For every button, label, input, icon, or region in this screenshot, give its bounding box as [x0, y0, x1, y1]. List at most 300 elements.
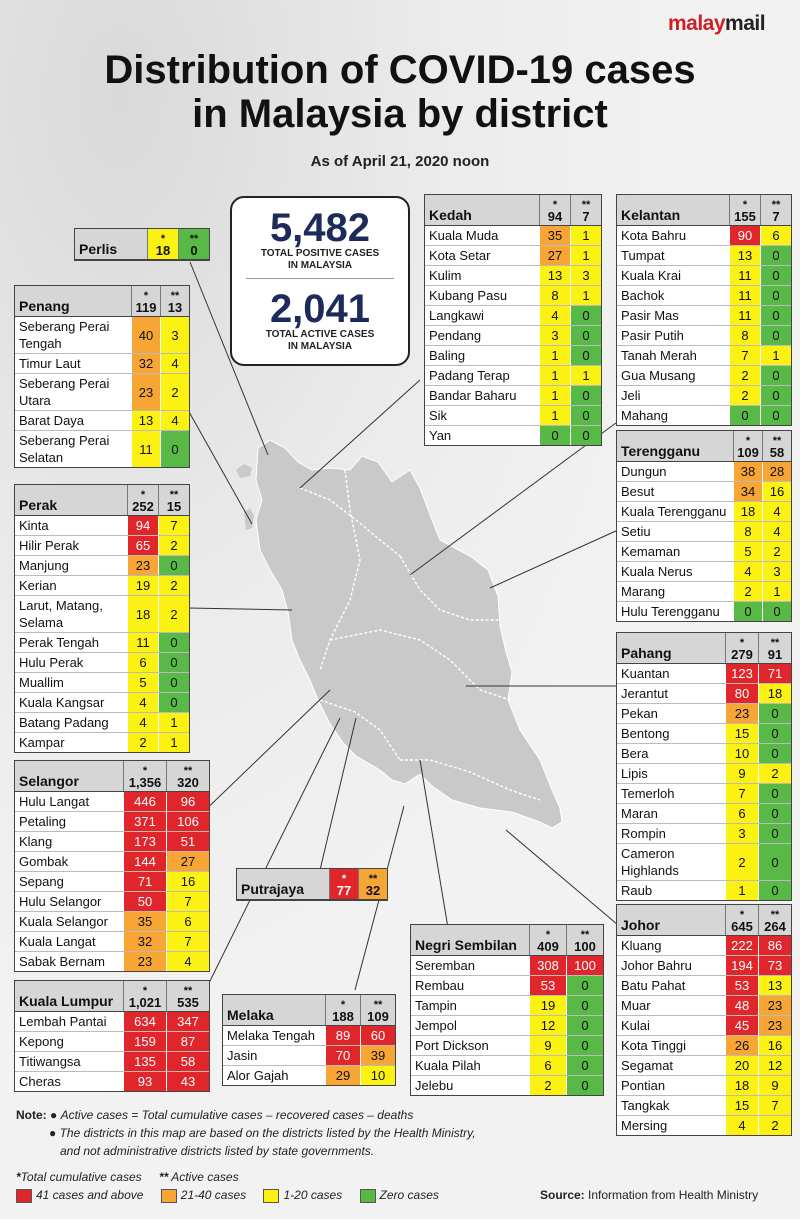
district-row [15, 411, 189, 431]
state-name: Terengganu [621, 443, 701, 459]
district-active-cell: 3 [570, 266, 601, 285]
district-total-cell: 94 [127, 516, 158, 535]
state-active-header [762, 431, 791, 461]
source-label: Source: [540, 1188, 585, 1202]
district-name: Tanah Merah [621, 348, 697, 363]
district-active-cell: 106 [166, 812, 209, 831]
district-active-cell: 7 [166, 932, 209, 951]
district-name: Gua Musang [621, 368, 696, 383]
district-total-cell: 4 [539, 306, 570, 325]
totals-divider [246, 278, 394, 279]
district-name: Sabak Bernam [19, 954, 105, 969]
state-total-header [733, 431, 762, 461]
notes-prefix: Note: [16, 1108, 47, 1122]
district-active-cell: 0 [762, 602, 791, 621]
district-row [223, 1046, 395, 1066]
district-total-cell: 27 [539, 246, 570, 265]
district-active-cell: 0 [158, 653, 189, 672]
district-active-cell: 87 [166, 1032, 209, 1051]
district-name: Kuala Langat [19, 934, 96, 949]
legend-orange-label: 21-40 cases [180, 1188, 247, 1202]
district-active-cell: 0 [158, 673, 189, 692]
district-name: Seremban [415, 958, 475, 973]
state-table-penang [14, 285, 190, 468]
district-total-cell: 20 [725, 1056, 758, 1075]
header-mark-total: * [160, 233, 166, 245]
state-active-value: 7 [772, 209, 780, 224]
district-name: Sik [429, 408, 448, 423]
district-active-cell: 3 [762, 562, 791, 581]
district-active-cell: 0 [760, 306, 791, 325]
district-total-cell: 65 [127, 536, 158, 555]
district-row [617, 764, 791, 784]
district-total-cell: 8 [539, 286, 570, 305]
district-total-cell: 2 [729, 386, 760, 405]
district-name: Baling [429, 348, 466, 363]
district-row [15, 892, 209, 912]
district-total-cell: 11 [729, 266, 760, 285]
district-row [617, 936, 791, 956]
district-row [425, 366, 601, 386]
state-name: Johor [621, 917, 660, 933]
district-active-cell: 0 [158, 633, 189, 652]
header-mark-active: ** [183, 765, 193, 777]
district-active-cell: 7 [158, 516, 189, 535]
district-total-cell: 19 [127, 576, 158, 595]
district-total-cell: 5 [127, 673, 158, 692]
district-total-cell: 71 [123, 872, 166, 891]
district-row [617, 724, 791, 744]
district-name: Mahang [621, 408, 668, 423]
district-name: Hilir Perak [19, 538, 79, 553]
map-landmass [256, 440, 562, 828]
district-row [425, 226, 601, 246]
district-row [617, 804, 791, 824]
district-active-cell: 1 [570, 246, 601, 265]
state-total-value: 1,356 [128, 775, 162, 790]
district-total-cell: 35 [123, 912, 166, 931]
source-credit [540, 1188, 758, 1202]
legend-red-label: 41 cases and above [36, 1188, 144, 1202]
district-active-cell: 0 [570, 426, 601, 445]
district-total-cell: 1 [539, 386, 570, 405]
district-active-cell: 0 [760, 366, 791, 385]
district-active-cell: 3 [160, 317, 189, 353]
district-row [411, 1076, 603, 1095]
state-active-value: 7 [582, 209, 590, 224]
district-active-cell: 13 [758, 976, 791, 995]
district-active-cell: 12 [758, 1056, 791, 1075]
legend-swatch-red [16, 1189, 32, 1203]
header-mark-total: * [142, 765, 148, 777]
district-active-cell: 18 [758, 684, 791, 703]
district-active-cell: 23 [758, 1016, 791, 1035]
district-active-cell: 0 [760, 326, 791, 345]
district-total-cell: 2 [729, 366, 760, 385]
header-mark-active: ** [189, 233, 199, 245]
state-table-pahang [616, 632, 792, 901]
district-active-cell: 0 [566, 1076, 603, 1095]
district-total-cell: 19 [529, 996, 566, 1015]
district-active-cell: 0 [758, 824, 791, 843]
district-total-cell: 53 [725, 976, 758, 995]
header-mark-total: * [745, 435, 751, 447]
district-row [617, 881, 791, 900]
district-total-cell: 2 [733, 582, 762, 601]
district-row [425, 286, 601, 306]
district-name: Kuala Selangor [19, 914, 108, 929]
district-total-cell: 70 [325, 1046, 360, 1065]
district-total-cell: 38 [733, 462, 762, 481]
district-row [425, 266, 601, 286]
district-total-cell: 90 [729, 226, 760, 245]
state-total-value: 409 [537, 939, 559, 954]
district-active-cell: 2 [160, 374, 189, 410]
district-active-cell: 0 [760, 286, 791, 305]
district-name: Kuala Muda [429, 228, 499, 243]
district-name: Kota Bahru [621, 228, 687, 243]
district-active-cell: 1 [762, 582, 791, 601]
district-name: Yan [429, 428, 452, 443]
state-table-kedah [424, 194, 602, 446]
district-total-cell: 1 [725, 881, 758, 900]
district-row [15, 792, 209, 812]
legend-swatch-orange [161, 1189, 177, 1203]
district-active-cell: 7 [758, 1096, 791, 1115]
langkawi-island [236, 464, 252, 478]
district-total-cell: 35 [539, 226, 570, 245]
district-name: Kluang [621, 938, 662, 953]
state-active-value: 0 [190, 243, 198, 258]
state-name: Selangor [19, 773, 79, 789]
state-total-value: 188 [332, 1009, 354, 1024]
district-row [617, 602, 791, 621]
district-total-cell: 446 [123, 792, 166, 811]
district-name: Pekan [621, 706, 658, 721]
state-table-selangor [14, 760, 210, 972]
district-name: Kampar [19, 735, 65, 750]
district-name: Marang [621, 584, 666, 599]
district-total-cell: 4 [733, 562, 762, 581]
state-header [617, 195, 791, 226]
district-total-cell: 2 [725, 844, 758, 880]
totals-panel [230, 196, 410, 366]
district-row [617, 784, 791, 804]
district-row [15, 733, 189, 752]
district-total-cell: 89 [325, 1026, 360, 1045]
district-total-cell: 3 [539, 326, 570, 345]
district-total-cell: 11 [729, 306, 760, 325]
district-row [15, 1012, 209, 1032]
district-row [15, 1052, 209, 1072]
state-table-kelantan [616, 194, 792, 426]
state-name: Kelantan [621, 207, 681, 223]
district-active-cell: 1 [158, 713, 189, 732]
state-active-header [358, 869, 387, 899]
state-name: Negri Sembilan [415, 937, 517, 953]
district-active-cell: 16 [166, 872, 209, 891]
state-total-value: 77 [336, 883, 352, 898]
district-name: Gombak [19, 854, 69, 869]
district-total-cell: 0 [733, 602, 762, 621]
district-row [411, 976, 603, 996]
district-row [617, 956, 791, 976]
district-total-cell: 6 [127, 653, 158, 672]
district-name: Johor Bahru [621, 958, 692, 973]
district-total-cell: 8 [733, 522, 762, 541]
district-name: Besut [621, 484, 655, 499]
header-mark-total: * [545, 929, 551, 941]
district-active-cell: 86 [758, 936, 791, 955]
header-mark-total: * [739, 637, 745, 649]
district-active-cell: 16 [758, 1036, 791, 1055]
district-active-cell: 0 [566, 1016, 603, 1035]
district-row [617, 502, 791, 522]
district-name: Pontian [621, 1078, 666, 1093]
district-row [15, 653, 189, 673]
district-active-cell: 0 [566, 1036, 603, 1055]
total-positive-label-2: IN MALAYSIA [287, 260, 353, 271]
district-total-cell: 18 [725, 1076, 758, 1095]
state-table-terengganu [616, 430, 792, 622]
district-name: Kuala Krai [621, 268, 681, 283]
district-name: Setiu [621, 524, 651, 539]
district-row [617, 406, 791, 425]
legend-active-mark: ** [158, 1170, 169, 1184]
district-active-cell: 0 [760, 266, 791, 285]
district-name: Tumpat [621, 248, 665, 263]
district-row [15, 1072, 209, 1091]
page-subtitle: As of April 21, 2020 noon [310, 153, 490, 170]
district-total-cell: 15 [725, 1096, 758, 1115]
district-name: Tangkak [621, 1098, 670, 1113]
district-active-cell: 0 [570, 306, 601, 325]
district-row [617, 246, 791, 266]
district-active-cell: 4 [160, 354, 189, 373]
state-name: Putrajaya [241, 881, 305, 897]
district-active-cell: 4 [160, 411, 189, 430]
district-row [617, 386, 791, 406]
district-active-cell: 0 [566, 1056, 603, 1075]
state-total-value: 18 [155, 243, 171, 258]
district-active-cell: 10 [360, 1066, 395, 1085]
district-active-cell: 43 [166, 1072, 209, 1091]
state-name: Perak [19, 497, 58, 513]
district-name: Kota Setar [429, 248, 491, 263]
district-row [617, 684, 791, 704]
district-active-cell: 1 [570, 286, 601, 305]
state-active-value: 100 [574, 939, 596, 954]
state-header [411, 925, 603, 956]
state-total-header [539, 195, 570, 225]
district-name: Cameron Highlands [621, 846, 679, 878]
district-name: Pasir Mas [621, 308, 679, 323]
district-name: Timur Laut [19, 356, 81, 371]
district-active-cell: 73 [758, 956, 791, 975]
header-mark-total: * [552, 199, 558, 211]
district-name: Lipis [621, 766, 648, 781]
header-mark-active: ** [183, 985, 193, 997]
state-header [15, 761, 209, 792]
district-row [15, 374, 189, 411]
district-total-cell: 53 [529, 976, 566, 995]
state-total-header [729, 195, 760, 225]
district-name: Klang [19, 834, 53, 849]
district-name: Dungun [621, 464, 667, 479]
district-row [15, 852, 209, 872]
district-active-cell: 347 [166, 1012, 209, 1031]
district-name: Raub [621, 883, 653, 898]
district-row [411, 956, 603, 976]
district-total-cell: 4 [127, 693, 158, 712]
district-active-cell: 1 [760, 346, 791, 365]
district-name: Kuala Terengganu [621, 504, 727, 519]
district-row [617, 582, 791, 602]
state-table-johor [616, 904, 792, 1136]
state-total-value: 155 [734, 209, 756, 224]
state-name: Perlis [79, 241, 118, 257]
district-total-cell: 12 [529, 1016, 566, 1035]
header-mark-active: ** [771, 199, 781, 211]
state-table-melaka [222, 994, 396, 1086]
header-mark-total: * [742, 199, 748, 211]
district-active-cell: 4 [762, 522, 791, 541]
state-active-value: 15 [166, 499, 182, 514]
district-row [15, 556, 189, 576]
state-name: Kedah [429, 207, 472, 223]
district-row [617, 1056, 791, 1076]
district-name: Kemaman [621, 544, 681, 559]
state-active-value: 13 [167, 300, 183, 315]
state-total-value: 645 [731, 919, 753, 934]
state-table-perak [14, 484, 190, 753]
district-row [15, 832, 209, 852]
district-total-cell: 10 [725, 744, 758, 763]
legend-active-label: Active cases [171, 1170, 239, 1184]
district-active-cell: 51 [166, 832, 209, 851]
district-name: Bandar Baharu [429, 388, 517, 403]
state-active-header [566, 925, 603, 955]
district-row [617, 462, 791, 482]
district-name: Port Dickson [415, 1038, 489, 1053]
header-mark-active: ** [581, 199, 591, 211]
brand-logo: malaymail [668, 12, 766, 35]
district-total-cell: 15 [725, 724, 758, 743]
header-mark-active: ** [170, 290, 180, 302]
district-row [617, 1076, 791, 1096]
state-total-header [123, 761, 166, 791]
district-total-cell: 173 [123, 832, 166, 851]
state-active-value: 264 [764, 919, 786, 934]
district-total-cell: 26 [725, 1036, 758, 1055]
state-active-header [160, 286, 189, 316]
district-active-cell: 23 [758, 996, 791, 1015]
district-active-cell: 0 [758, 784, 791, 803]
legend-green-label: Zero cases [379, 1188, 439, 1202]
state-header [15, 485, 189, 516]
district-active-cell: 100 [566, 956, 603, 975]
district-active-cell: 0 [758, 724, 791, 743]
district-active-cell: 2 [758, 1116, 791, 1135]
district-active-cell: 0 [160, 431, 189, 467]
district-total-cell: 13 [539, 266, 570, 285]
district-active-cell: 0 [760, 386, 791, 405]
district-name: Hulu Langat [19, 794, 90, 809]
district-name: Padang Terap [429, 368, 510, 383]
state-total-header [131, 286, 160, 316]
district-row [617, 824, 791, 844]
district-row [411, 996, 603, 1016]
district-active-cell: 2 [158, 596, 189, 632]
district-row [617, 482, 791, 502]
district-row [617, 844, 791, 881]
district-active-cell: 0 [570, 386, 601, 405]
district-total-cell: 634 [123, 1012, 166, 1031]
district-name: Rembau [415, 978, 465, 993]
header-mark-total: * [340, 999, 346, 1011]
state-active-header [758, 905, 791, 935]
state-active-header [570, 195, 601, 225]
district-total-cell: 7 [725, 784, 758, 803]
district-total-cell: 5 [733, 542, 762, 561]
district-row [15, 596, 189, 633]
district-name: Kota Tinggi [621, 1038, 687, 1053]
district-row [617, 1036, 791, 1056]
legend [16, 1170, 439, 1203]
state-header [15, 286, 189, 317]
district-total-cell: 1 [539, 346, 570, 365]
district-active-cell: 2 [158, 576, 189, 595]
state-total-header [329, 869, 358, 899]
district-total-cell: 194 [725, 956, 758, 975]
district-name: Titiwangsa [19, 1054, 81, 1069]
district-name: Langkawi [429, 308, 484, 323]
notes: Note: ● Active cases = Total cumulative cases – recovered cases – deaths ● The districts in this map are based on the districts listed by the Health Ministry, and not administrative districts listed by state governments. [16, 1108, 476, 1158]
note-line-1: Active cases = Total cumulative cases – recovered cases – deaths [60, 1108, 414, 1122]
state-header [237, 869, 387, 900]
district-name: Seberang Perai Selatan [19, 433, 110, 465]
district-name: Kepong [19, 1034, 64, 1049]
note-line-3: and not administrative districts listed by state governments. [60, 1144, 375, 1158]
district-row [425, 386, 601, 406]
district-active-cell: 1 [158, 733, 189, 752]
district-active-cell: 4 [762, 502, 791, 521]
district-name: Hulu Terengganu [621, 604, 720, 619]
state-active-header [760, 195, 791, 225]
district-total-cell: 9 [529, 1036, 566, 1055]
state-active-value: 320 [177, 775, 199, 790]
district-name: Jempol [415, 1018, 457, 1033]
district-total-cell: 9 [725, 764, 758, 783]
district-name: Batu Pahat [621, 978, 686, 993]
district-active-cell: 0 [758, 704, 791, 723]
district-row [15, 872, 209, 892]
header-mark-total: * [341, 873, 347, 885]
district-row [15, 693, 189, 713]
district-total-cell: 6 [725, 804, 758, 823]
legend-yellow-label: 1-20 cases [283, 1188, 343, 1202]
district-name: Jelebu [415, 1078, 454, 1093]
district-name: Mersing [621, 1118, 668, 1133]
state-header [617, 431, 791, 462]
state-total-value: 1,021 [128, 995, 162, 1010]
district-row [425, 246, 601, 266]
district-row [425, 426, 601, 445]
district-total-cell: 308 [529, 956, 566, 975]
district-row [617, 744, 791, 764]
district-total-cell: 371 [123, 812, 166, 831]
district-name: Jerantut [621, 686, 668, 701]
